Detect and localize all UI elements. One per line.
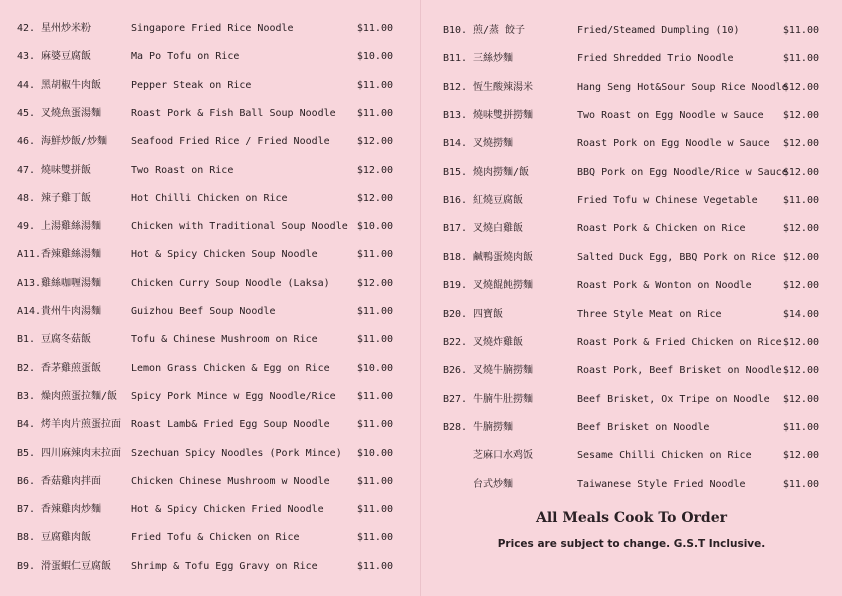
menu-item-row bbox=[443, 477, 820, 493]
menu-item-chinese-name: 恆生酸辣湯米 bbox=[473, 81, 533, 93]
menu-item-row bbox=[17, 21, 395, 37]
menu-item-code: A11. bbox=[17, 249, 42, 261]
menu-item-english-name: Szechuan Spicy Noodles (Pork Mince) bbox=[131, 447, 342, 459]
menu-item-price: $12.00 bbox=[782, 251, 819, 263]
menu-item-code: B14. bbox=[443, 138, 468, 150]
menu-item-code: B18. bbox=[443, 251, 468, 263]
menu-item-chinese-name: 燒味雙拼撈麵 bbox=[473, 110, 533, 122]
menu-item-chinese-name: 紅燒豆腐飯 bbox=[473, 195, 523, 207]
menu-item-chinese-name: 滑蛋蝦仁豆腐飯 bbox=[41, 560, 111, 572]
menu-item-price: $12.00 bbox=[782, 81, 819, 93]
menu-item-price: $10.00 bbox=[356, 362, 393, 374]
menu-item-price: $11.00 bbox=[356, 419, 393, 431]
menu-item-code: A13. bbox=[17, 277, 42, 289]
menu-item-english-name: Roast Pork & Chicken on Rice bbox=[577, 223, 746, 235]
menu-item-chinese-name: 豆腐冬菇飯 bbox=[41, 334, 91, 346]
menu-item-chinese-name: 烤羊肉片煎蛋拉面 bbox=[41, 419, 121, 431]
menu-item-price: $10.00 bbox=[356, 51, 393, 63]
menu-item-chinese-name: 四川麻辣肉末拉面 bbox=[41, 447, 121, 459]
menu-item-chinese-name: 叉燒白雞飯 bbox=[473, 223, 523, 235]
menu-item-chinese-name: 台式炒麵 bbox=[473, 478, 513, 490]
menu-item-code: B4. bbox=[17, 419, 36, 431]
menu-item-chinese-name: 牛腩撈麵 bbox=[473, 421, 513, 433]
menu-item-price: $12.00 bbox=[782, 393, 819, 405]
menu-item-code: B9. bbox=[17, 560, 36, 572]
menu-item-chinese-name: 香茅雞煎蛋飯 bbox=[41, 362, 101, 374]
menu-item-row bbox=[443, 51, 820, 67]
menu-item-price: $12.00 bbox=[356, 136, 393, 148]
menu-item-row bbox=[443, 335, 820, 351]
menu-item-row bbox=[17, 502, 395, 518]
menu-item-price: $11.00 bbox=[356, 249, 393, 261]
menu-item-english-name: Guizhou Beef Soup Noodle bbox=[131, 306, 276, 317]
menu-item-row bbox=[443, 221, 820, 237]
menu-item-chinese-name: 海鮮炒飯/炒麵 bbox=[41, 136, 108, 148]
menu-item-row bbox=[443, 363, 820, 379]
menu-item-price: $11.00 bbox=[356, 306, 393, 317]
menu-item-chinese-name: 香菇雞肉拌面 bbox=[41, 475, 101, 487]
menu-item-chinese-name: 三絲炒麵 bbox=[473, 53, 513, 65]
menu-item-price: $12.00 bbox=[782, 166, 819, 178]
menu-item-code: 47. bbox=[17, 164, 36, 176]
menu-item-chinese-name: 貴州牛肉湯麵 bbox=[41, 306, 101, 317]
menu-item-row bbox=[443, 448, 820, 464]
menu-item-code: B17. bbox=[443, 223, 468, 235]
menu-item-price: $11.00 bbox=[356, 560, 393, 572]
menu-item-chinese-name: 燥肉煎蛋拉麵/飯 bbox=[41, 390, 118, 402]
menu-item-row bbox=[17, 247, 395, 263]
menu-item-price: $10.00 bbox=[356, 447, 393, 459]
column-divider bbox=[420, 0, 421, 596]
menu-item-code: 44. bbox=[17, 79, 36, 91]
menu-item-english-name: Roast Pork & Wonton on Noodle bbox=[577, 280, 752, 292]
menu-item-row bbox=[443, 108, 820, 124]
menu-item-code: 42. bbox=[17, 23, 36, 34]
menu-item-english-name: Tofu & Chinese Mushroom on Rice bbox=[131, 334, 318, 346]
menu-item-english-name: Singapore Fried Rice Noodle bbox=[131, 23, 294, 34]
menu-item-row bbox=[17, 134, 395, 150]
menu-item-code: 46. bbox=[17, 136, 36, 148]
menu-item-english-name: Seafood Fried Rice / Fried Noodle bbox=[131, 136, 330, 148]
menu-item-code: B11. bbox=[443, 53, 468, 65]
menu-item-english-name: Pepper Steak on Rice bbox=[131, 79, 252, 91]
menu-item-row bbox=[17, 474, 395, 490]
menu-item-row bbox=[443, 420, 820, 436]
menu-item-row bbox=[17, 530, 395, 546]
menu-item-english-name: Taiwanese Style Fried Noodle bbox=[577, 478, 746, 490]
menu-item-chinese-name: 叉燒牛腩撈麵 bbox=[473, 365, 533, 377]
menu-item-english-name: Shrimp & Tofu Egg Gravy on Rice bbox=[131, 560, 318, 572]
menu-item-chinese-name: 豆腐雞肉飯 bbox=[41, 532, 91, 544]
menu-item-price: $11.00 bbox=[356, 79, 393, 91]
menu-item-chinese-name: 叉燒魚蛋湯麵 bbox=[41, 107, 101, 119]
menu-item-code: B7. bbox=[17, 504, 36, 516]
menu-item-english-name: Ma Po Tofu on Rice bbox=[131, 51, 240, 63]
menu-item-english-name: Fried Tofu w Chinese Vegetable bbox=[577, 195, 758, 207]
menu-item-row bbox=[443, 80, 820, 96]
menu-item-code: B15. bbox=[443, 166, 468, 178]
menu-item-price: $12.00 bbox=[782, 280, 819, 292]
menu-item-chinese-name: 四寶飯 bbox=[473, 308, 503, 320]
menu-item-price: $14.00 bbox=[782, 308, 819, 320]
menu-item-chinese-name: 星州炒米粉 bbox=[41, 23, 91, 34]
menu-item-chinese-name: 上湯雞絲湯麵 bbox=[41, 221, 101, 233]
menu-item-english-name: Chicken Curry Soup Noodle (Laksa) bbox=[131, 277, 330, 289]
menu-item-code: B19. bbox=[443, 280, 468, 292]
menu-item-code: B5. bbox=[17, 447, 36, 459]
menu-item-english-name: Salted Duck Egg, BBQ Pork on Rice bbox=[577, 251, 776, 263]
menu-item-code: B28. bbox=[443, 421, 468, 433]
menu-item-row bbox=[443, 193, 820, 209]
menu-item-code: B12. bbox=[443, 81, 468, 93]
menu-item-code: B16. bbox=[443, 195, 468, 207]
menu-item-english-name: Roast Pork, Beef Brisket on Noodle bbox=[577, 365, 782, 377]
menu-item-code: B3. bbox=[17, 390, 36, 402]
menu-item-row bbox=[443, 250, 820, 266]
menu-item-row bbox=[17, 219, 395, 235]
menu-item-english-name: Hot Chilli Chicken on Rice bbox=[131, 192, 288, 204]
menu-item-english-name: Lemon Grass Chicken & Egg on Rice bbox=[131, 362, 330, 374]
menu-item-price: $11.00 bbox=[782, 478, 819, 490]
menu-item-english-name: Beef Brisket on Noodle bbox=[577, 421, 710, 433]
menu-item-price: $11.00 bbox=[782, 195, 819, 207]
menu-item-english-name: Fried Tofu & Chicken on Rice bbox=[131, 532, 300, 544]
menu-item-code: B1. bbox=[17, 334, 36, 346]
menu-item-row bbox=[443, 165, 820, 181]
menu-item-english-name: Beef Brisket, Ox Tripe on Noodle bbox=[577, 393, 770, 405]
menu-item-row bbox=[443, 392, 820, 408]
menu-item-price: $12.00 bbox=[356, 277, 393, 289]
menu-item-row bbox=[17, 332, 395, 348]
menu-item-row bbox=[17, 559, 395, 575]
menu-item-price: $10.00 bbox=[356, 221, 393, 233]
menu-item-price: $11.00 bbox=[356, 504, 393, 516]
menu-item-price: $11.00 bbox=[782, 25, 819, 36]
menu-item-chinese-name: 叉燒炸雞飯 bbox=[473, 336, 523, 348]
menu-item-chinese-name: 辣子雞丁飯 bbox=[41, 192, 91, 204]
menu-item-row bbox=[17, 361, 395, 377]
menu-item-english-name: Hang Seng Hot&Sour Soup Rice Noodle bbox=[577, 81, 788, 93]
menu-item-code: B6. bbox=[17, 475, 36, 487]
menu-item-row bbox=[17, 163, 395, 179]
menu-item-chinese-name: 牛腩牛肚撈麵 bbox=[473, 393, 533, 405]
menu-item-price: $11.00 bbox=[356, 334, 393, 346]
menu-item-price: $12.00 bbox=[356, 192, 393, 204]
menu-item-code: B20. bbox=[443, 308, 468, 320]
menu-item-english-name: Sesame Chilli Chicken on Rice bbox=[577, 450, 752, 462]
menu-item-price: $11.00 bbox=[356, 390, 393, 402]
menu-item-chinese-name: 香辣雞絲湯麵 bbox=[41, 249, 101, 261]
menu-item-chinese-name: 燒肉撈麵/飯 bbox=[473, 166, 530, 178]
cook-to-order-note: All Meals Cook To Order bbox=[536, 510, 727, 526]
menu-item-english-name: Roast Pork on Egg Noodle w Sauce bbox=[577, 138, 770, 150]
menu-item-chinese-name: 鹹鴨蛋燒肉飯 bbox=[473, 251, 533, 263]
menu-item-english-name: Chicken with Traditional Soup Noodle bbox=[131, 221, 348, 233]
menu-item-chinese-name: 黑胡椒牛肉飯 bbox=[41, 79, 101, 91]
menu-item-chinese-name: 麻婆豆腐飯 bbox=[41, 51, 91, 63]
menu-item-price: $11.00 bbox=[356, 107, 393, 119]
menu-item-row bbox=[17, 106, 395, 122]
menu-item-row bbox=[17, 446, 395, 462]
menu-item-price: $11.00 bbox=[782, 53, 819, 65]
menu-item-price: $12.00 bbox=[782, 138, 819, 150]
menu-item-row bbox=[443, 136, 820, 152]
menu-item-english-name: Fried Shredded Trio Noodle bbox=[577, 53, 734, 65]
menu-item-row bbox=[17, 276, 395, 292]
menu-item-code: 45. bbox=[17, 107, 36, 119]
menu-item-row bbox=[443, 278, 820, 294]
menu-item-chinese-name: 雞絲咖喱湯麵 bbox=[41, 277, 101, 289]
menu-item-code: B22. bbox=[443, 336, 468, 348]
menu-item-chinese-name: 香辣雞肉炒麵 bbox=[41, 504, 101, 516]
menu-item-price: $12.00 bbox=[782, 110, 819, 122]
menu-item-code: B26. bbox=[443, 365, 468, 377]
menu-item-english-name: Roast Pork & Fish Ball Soup Noodle bbox=[131, 107, 336, 119]
menu-item-price: $11.00 bbox=[356, 475, 393, 487]
price-disclaimer: Prices are subject to change. G.S.T Inclusive. bbox=[497, 538, 766, 550]
menu-item-code: B13. bbox=[443, 110, 468, 122]
menu-item-price: $11.00 bbox=[356, 532, 393, 544]
menu-item-english-name: BBQ Pork on Egg Noodle/Rice w Sauce bbox=[577, 166, 788, 178]
menu-item-row bbox=[443, 23, 820, 39]
menu-item-english-name: Three Style Meat on Rice bbox=[577, 308, 722, 320]
menu-item-code: B27. bbox=[443, 393, 468, 405]
menu-item-price: $11.00 bbox=[782, 421, 819, 433]
menu-item-price: $12.00 bbox=[356, 164, 393, 176]
menu-item-row bbox=[443, 307, 820, 323]
menu-item-row bbox=[17, 191, 395, 207]
menu-item-chinese-name: 燒味雙拼飯 bbox=[41, 164, 91, 176]
menu-item-price: $12.00 bbox=[782, 450, 819, 462]
menu-item-code: B8. bbox=[17, 532, 36, 544]
menu-item-english-name: Hot & Spicy Chicken Fried Noodle bbox=[131, 504, 324, 516]
menu-item-english-name: Chicken Chinese Mushroom w Noodle bbox=[131, 475, 330, 487]
menu-item-code: 48. bbox=[17, 192, 36, 204]
menu-item-code: B2. bbox=[17, 362, 36, 374]
menu-item-price: $11.00 bbox=[356, 23, 393, 34]
menu-item-row bbox=[17, 417, 395, 433]
menu-item-english-name: Hot & Spicy Chicken Soup Noodle bbox=[131, 249, 318, 261]
menu-item-code: A14. bbox=[17, 306, 42, 317]
menu-item-code: 43. bbox=[17, 51, 36, 63]
menu-item-chinese-name: 煎/蒸 餃子 bbox=[473, 25, 526, 36]
menu-item-row bbox=[17, 304, 395, 320]
menu-item-row bbox=[17, 78, 395, 94]
menu-item-chinese-name: 叉燒撈麵 bbox=[473, 138, 513, 150]
menu-item-price: $12.00 bbox=[782, 223, 819, 235]
menu-item-row bbox=[17, 389, 395, 405]
menu-item-english-name: Spicy Pork Mince w Egg Noodle/Rice bbox=[131, 390, 336, 402]
menu-item-code: B10. bbox=[443, 25, 468, 36]
menu-item-price: $12.00 bbox=[782, 365, 819, 377]
menu-item-chinese-name: 芝麻口水鸡饭 bbox=[473, 450, 533, 462]
menu-item-english-name: Roast Pork & Fried Chicken on Rice bbox=[577, 336, 782, 348]
menu-item-english-name: Two Roast on Rice bbox=[131, 164, 234, 176]
menu-item-english-name: Fried/Steamed Dumpling (10) bbox=[577, 25, 740, 36]
menu-item-english-name: Two Roast on Egg Noodle w Sauce bbox=[577, 110, 764, 122]
menu-item-price: $12.00 bbox=[782, 336, 819, 348]
menu-item-english-name: Roast Lamb& Fried Egg Soup Noodle bbox=[131, 419, 330, 431]
menu-item-chinese-name: 叉燒餛飩撈麵 bbox=[473, 280, 533, 292]
menu-item-code: 49. bbox=[17, 221, 36, 233]
menu-item-row bbox=[17, 49, 395, 65]
